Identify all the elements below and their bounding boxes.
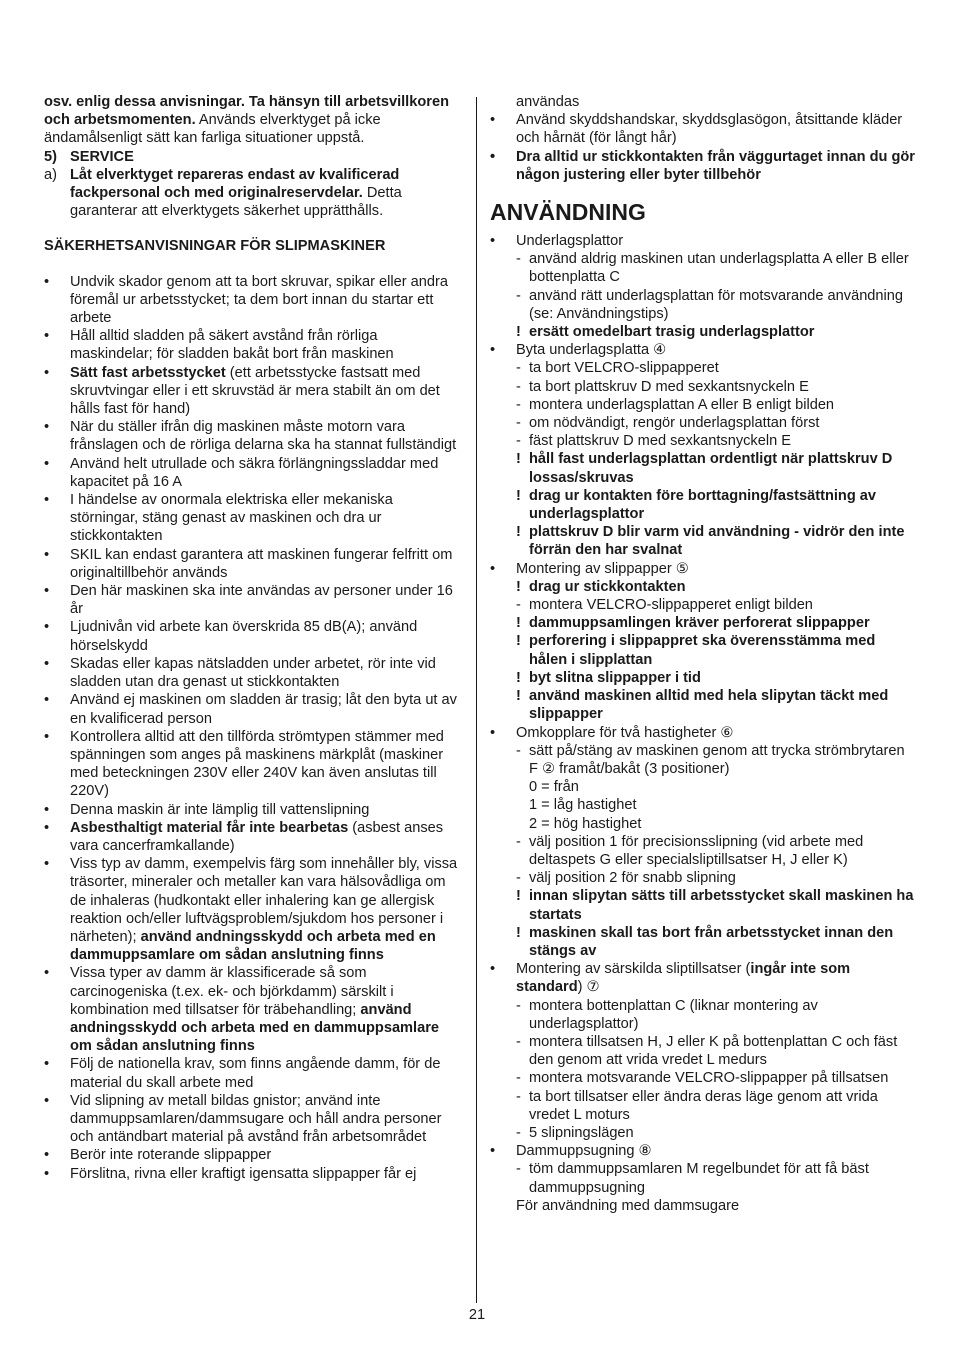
usage-step-text: fäst plattskruv D med sexkantsnyckeln E [529,433,791,450]
bullet-marker: • [44,328,50,345]
dash-marker: - [516,870,521,887]
bullet-bold-text: använd andningsskydd och arbeta med en dammuppsamlare om sådan anslutning finns [70,928,436,964]
bullet-marker: • [44,619,50,636]
bullet-marker: • [44,364,50,381]
usage-warning-text: byt slitna slippapper i tid [529,669,701,686]
safety-bullet [44,855,464,964]
bullet-marker: • [44,273,50,290]
usage-step-text: ta bort tillsatser eller ändra deras läge genom att vrida vredet L moturs [529,1088,878,1123]
usage-warning-text: håll fast underlagsplattan ordentligt när plattskruv D lossas/skruvas [529,451,893,486]
usage-bullet [490,1142,915,1160]
service-number: 5) [44,148,57,165]
bullet-marker: • [44,965,50,982]
switch-position [490,796,915,814]
bullet-text: Följ de nationella krav, som finns angående damm, för de material du skall arbete med [70,1056,441,1091]
usage-warning [490,887,915,923]
usage-bullet [490,232,915,250]
warning-marker: ! [516,451,521,468]
bullet-marker: • [44,801,50,818]
usage-warning [490,450,915,486]
warning-marker: ! [516,924,521,941]
usage-step-text: töm dammuppsamlaren M regelbundet för att få bäst dammuppsugning [529,1161,869,1196]
bullet-bold-text: Sätt fast arbetsstycket [70,364,226,381]
bullet-marker: • [490,1143,496,1160]
usage-bullet-text: ) ⑦ [577,979,600,996]
bullet-text: När du ställer ifrån dig maskinen måste motorn vara frånslagen och de rörliga delarna ska ha stannat fullständigt [70,419,457,454]
dash-marker: - [516,833,521,850]
usage-bullet-text: Omkopplare för två hastigheter ⑥ [516,724,734,741]
usage-warning-text: drag ur kontakten före borttagning/fastsättning av underlagsplattor [529,487,877,523]
usage-step [490,1033,915,1069]
usage-step [490,1088,915,1124]
usage-bullet-text: Montering av slippapper ⑤ [516,560,689,577]
safety-bullet [44,655,464,691]
usage-bullet [490,560,915,578]
dash-marker: - [516,1033,521,1050]
usage-step-text: använd aldrig maskinen utan underlagsplatta A eller B eller bottenplatta C [529,251,909,286]
usage-step-text: ta bort VELCRO-slippapperet [529,360,719,377]
usage-warning-text: dammuppsamlingen kräver perforerat slippapper [529,615,870,632]
bullet-marker: • [44,819,50,836]
dash-marker: - [516,396,521,413]
usage-step-text: montera VELCRO-slippapperet enligt bilden [529,597,813,614]
usage-step [490,1069,915,1087]
warning-marker: ! [516,688,521,705]
safety-bullet [44,1055,464,1091]
bullet-marker: • [490,233,496,250]
usage-step-text: välj position 2 för snabb slipning [529,870,736,887]
bullet-marker: • [490,112,496,129]
safety-bullet [44,1092,464,1147]
bullet-marker: • [490,148,496,165]
usage-step [490,833,915,869]
warning-marker: ! [516,615,521,632]
warning-marker: ! [516,888,521,905]
dash-marker: - [516,742,521,759]
dash-marker: - [516,433,521,450]
dash-marker: - [516,1088,521,1105]
dash-marker: - [516,251,521,268]
usage-step [490,378,915,396]
warning-marker: ! [516,324,521,341]
usage-bullet [490,341,915,359]
bullet-marker: • [490,342,496,359]
bullet-text: Skadas eller kapas nätsladden under arbetet, rör inte vid sladden utan dra genast ut stickkontakten [70,655,436,691]
usage-warning-text: drag ur stickkontakten [529,578,686,595]
usage-note [490,1197,915,1215]
usage-warning [490,578,915,596]
safety-bullet [44,455,464,491]
section-title: ANVÄNDNING [490,199,646,226]
right-column [490,93,915,1215]
warning-marker: ! [516,669,521,686]
bullet-text: Denna maskin är inte lämplig till vattenslipning [70,801,370,818]
usage-step-text: sätt på/stäng av maskinen genom att trycka strömbrytaren F ② framåt/bakåt (3 positioner) [529,742,905,777]
bullet-marker: • [44,1056,50,1073]
bullet-marker: • [44,856,50,873]
service-item [44,166,464,221]
usage-step [490,596,915,614]
usage-warning [490,669,915,687]
service-item-marker: a) [44,166,57,183]
service-title: SERVICE [70,148,134,165]
usage-step [490,359,915,377]
dash-marker: - [516,1070,521,1087]
bullet-text: Använd ej maskinen om sladden är trasig; låt den byta ut av en kvalificerad person [70,692,457,727]
bullet-marker: • [44,1092,50,1109]
column-divider [476,97,477,1303]
dash-marker: - [516,415,521,432]
usage-warning-text: perforering i slippappret ska överensstämma med hålen i slipplattan [529,633,876,668]
bullet-text: Dra alltid ur stickkontakten från väggurtaget innan du gör någon justering eller byter tillbehör [516,148,915,183]
usage-warning [490,323,915,341]
page-number: 21 [468,1307,486,1323]
warning-marker: ! [516,487,521,504]
safety-bullet [44,1165,464,1183]
continuation-text: användas [516,94,580,110]
usage-step [490,396,915,414]
bullet-marker: • [44,728,50,745]
usage-warning [490,523,915,559]
usage-instructions-list [490,232,915,1215]
bullet-marker: • [44,492,50,509]
left-column [44,93,464,1183]
bullet-marker: • [44,692,50,709]
intro-bold: osv. enlig dessa anvisningar. Ta hänsyn till arbetsvillkoren och arbetsmomenten. [44,94,449,129]
usage-step [490,1160,915,1196]
usage-step [490,250,915,286]
bullet-marker: • [490,560,496,577]
usage-warning [490,614,915,632]
bullet-text: Den här maskinen ska inte användas av personer under 16 år [70,583,453,618]
bullet-text: SKIL kan endast garantera att maskinen fungerar felfritt om originaltillbehör används [70,546,453,581]
bullet-marker: • [44,1147,50,1164]
dash-marker: - [516,1124,521,1141]
safety-bullet [44,364,464,419]
usage-warning-text: ersätt omedelbart trasig underlagsplattor [529,324,815,341]
switch-position-text: 1 = låg hastighet [529,797,637,814]
bullet-text: (asbest anses vara cancerframkallande) [70,819,444,854]
service-item-bold: Låt elverktyget repareras endast av kvalificerad fackpersonal och med originalreservdelar. [70,166,400,202]
usage-warning [490,687,915,723]
warning-marker: ! [516,524,521,541]
usage-step-text: montera tillsatsen H, J eller K på bottenplattan C och fäst den genom att vrida vredet L medurs [529,1033,898,1069]
safety-heading: SÄKERHETSANVISNINGAR FÖR SLIPMASKINER [44,238,386,255]
warning-marker: ! [516,633,521,650]
dash-marker: - [516,597,521,614]
usage-step [490,997,915,1033]
safety-bullet-list [44,273,464,1183]
bullet-marker: • [44,1165,50,1182]
bullet-text: I händelse av onormala elektriska eller mekaniska störningar, stäng genast av maskinen och dra ur stickkontakten [70,492,393,545]
switch-position [490,778,915,796]
bullet-text: Kontrollera alltid att den tillförda strömtypen stämmer med spänningen som anges på maskinens märkplåt (maskiner med beteckningen 230V eller 240V kan även anslutas till 220V) [70,728,444,800]
intro-paragraph [44,93,464,148]
dash-marker: - [516,1161,521,1178]
safety-bullet [44,691,464,727]
safety-bullet [44,327,464,363]
usage-warning-text: maskinen skall tas bort från arbetsstycket innan den stängs av [529,924,894,959]
bullet-text: Ljudnivån vid arbete kan överskrida 85 dB(A); använd hörselskydd [70,619,418,654]
switch-position-text: 2 = hög hastighet [529,815,642,832]
usage-note-text: För användning med dammsugare [516,1197,740,1214]
bullet-text: Håll alltid sladden på säkert avstånd från rörliga maskindelar; för sladden bakåt bort från maskinen [70,328,394,363]
usage-bullet-text: Underlagsplattor [516,233,624,250]
bullet-text: (ett arbetsstycke fastsatt med skruvtvingar eller i ett skruvstäd är mera stabilt än om det hålls fast för hand) [70,364,440,418]
safety-bullet [44,618,464,654]
bullet-bold-text: Asbesthaltigt material får inte bearbetas [70,819,349,836]
usage-step [490,1124,915,1142]
usage-step-text: om nödvändigt, rengör underlagsplattan först [529,415,820,432]
usage-step-text: ta bort plattskruv D med sexkantsnyckeln E [529,378,809,395]
usage-step-text: montera underlagsplattan A eller B enligt bilden [529,396,835,413]
usage-step-text: 5 slipningslägen [529,1124,634,1141]
bullet-text: Använd skyddshandskar, skyddsglasögon, åtsittande kläder och hårnät (för långt hår) [516,112,903,147]
bullet-marker: • [44,419,50,436]
service-heading [44,148,464,166]
usage-step-text: välj position 1 för precisionsslipning (vid arbete med deltaspets G eller specialsliptillsatser H, J eller K) [529,833,864,868]
protective-bullet [490,148,915,184]
switch-position [490,815,915,833]
switch-position-text: 0 = från [529,779,579,796]
dash-marker: - [516,287,521,304]
bullet-text: Vid slipning av metall bildas gnistor; använd inte dammuppsamlaren/dammsugare och håll andra personer och antändbart material på avstånd från arbetsområdet [70,1092,442,1146]
usage-warning [490,487,915,523]
bullet-marker: • [44,455,50,472]
safety-bullet [44,418,464,454]
dash-marker: - [516,378,521,395]
safety-bullet [44,491,464,546]
usage-warning-text: plattskruv D blir varm vid användning - vidrör den inte förrän den har svalnat [529,524,905,559]
bullet-marker: • [44,546,50,563]
intro-text: Används elverktyget på icke ändamålsenligt sätt kan farliga situationer uppstå. [44,112,381,147]
usage-bullet-text: Byta underlagsplatta ④ [516,342,667,359]
warning-marker: ! [516,578,521,595]
bullet-text: Använd helt utrullade och säkra förlängningssladdar med kapacitet på 16 A [70,455,439,490]
usage-bullet-text: Dammuppsugning ⑧ [516,1143,652,1160]
usage-step-text: montera motsvarande VELCRO-slippapper på tillsatsen [529,1070,889,1087]
usage-warning-text: använd maskinen alltid med hela slipytan täckt med slippapper [529,688,889,723]
safety-bullet [44,964,464,1055]
safety-bullet [44,546,464,582]
safety-bullet [44,819,464,855]
protective-bullet-list [490,111,915,184]
bullet-marker: • [490,961,496,978]
usage-bullet [490,724,915,742]
safety-bullet [44,801,464,819]
usage-step [490,414,915,432]
bullet-text: Viss typ av damm, exempelvis färg som innehåller bly, vissa träsorter, mineraler och metaller kan vara hälsovådliga om de inhaleras (hudkontakt eller inhalering kan ge allergisk reaktion och/eller luftvägsproblem/sjukdom hos personer i närheten); [70,856,458,945]
usage-bullet-bold: ingår inte som standard [516,961,851,996]
bullet-text: Undvik skador genom att ta bort skruvar, spikar eller andra föremål ur arbetsstycket; ta dem bort innan du startar ett arbete [70,273,448,327]
usage-step [490,742,915,778]
usage-warning [490,632,915,668]
dash-marker: - [516,360,521,377]
bullet-bold-text: använd andningsskydd och arbeta med en dammuppsamlare om sådan anslutning finns [70,1001,439,1055]
safety-bullet [44,1146,464,1164]
protective-bullet [490,111,915,147]
safety-bullet [44,582,464,618]
bullet-marker: • [44,655,50,672]
bullet-text: Berör inte roterande slippapper [70,1147,272,1164]
usage-step-text: montera bottenplattan C (liknar montering av underlagsplattor) [529,997,818,1032]
usage-warning-text: innan slipytan sätts till arbetsstycket skall maskinen ha startats [529,888,914,923]
bullet-marker: • [490,724,496,741]
dash-marker: - [516,997,521,1014]
usage-bullet-text: Montering av särskilda sliptillsatser ( [516,961,751,978]
safety-bullet [44,728,464,801]
usage-bullet [490,960,915,996]
usage-step [490,432,915,450]
bullet-text: Vissa typer av damm är klassificerade så som carcinogeniska (t.ex. ek- och björkdamm) särskilt i kombination med tillsatser för träbehandling; [70,965,394,1018]
usage-step-text: använd rätt underlagsplattan för motsvarande användning (se: Användningstips) [529,287,904,322]
usage-step [490,869,915,887]
usage-warning [490,924,915,960]
usage-step [490,287,915,323]
service-item-text: Detta garanterar att elverktygets säkerhet upprätthålls. [70,185,402,220]
bullet-marker: • [44,583,50,600]
bullet-text: Förslitna, rivna eller kraftigt igensatta slippapper får ej [70,1165,417,1182]
safety-bullet [44,273,464,328]
